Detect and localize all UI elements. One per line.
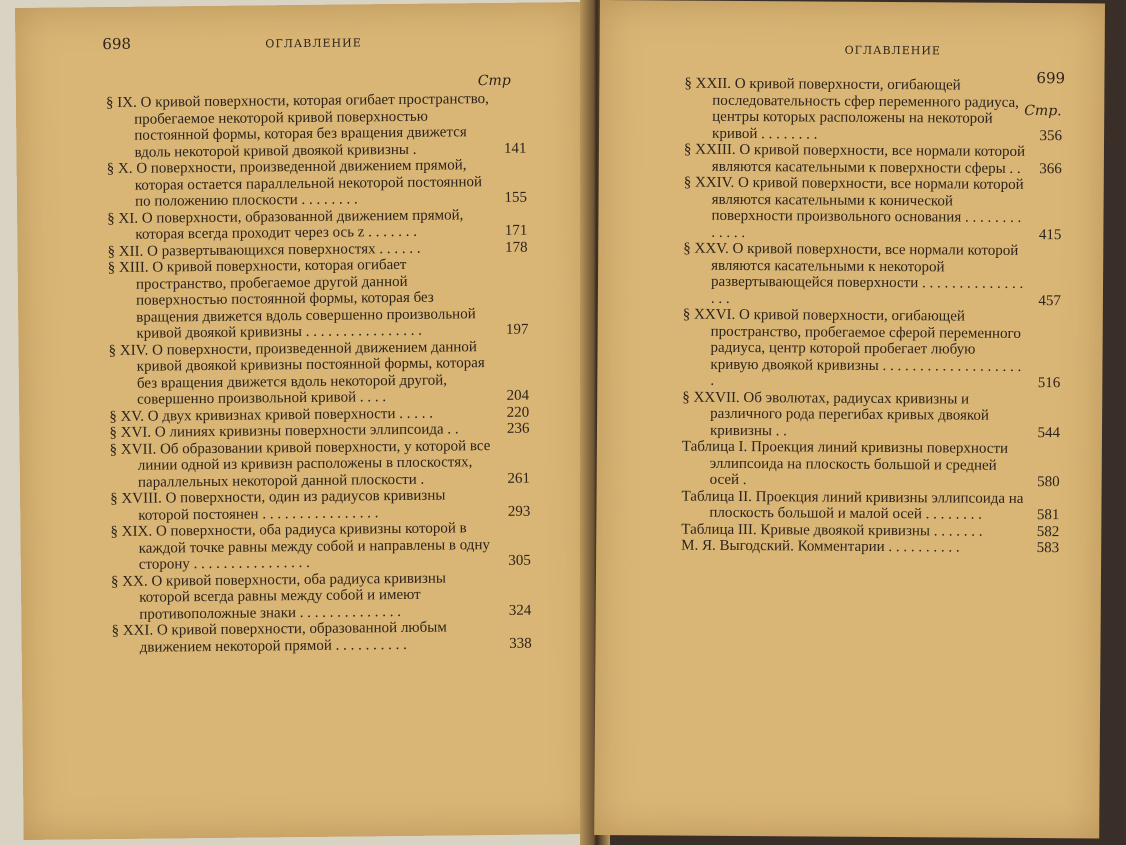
toc-entry xyxy=(110,520,530,574)
toc-entry-title: § XXII. О кривой поверхности, огибающей последовательность сфер переменного радиуса, центры которых расположены на некоторой кривой . . . . . . . . xyxy=(684,75,1020,143)
toc-entry-page: 583 xyxy=(1036,540,1060,557)
toc-entry-title: § XIII. О кривой поверхности, которая огибает пространство, пробегаемое другой данной поверхностью постоянной формы, которая без вращения движется вдоль совершенно произвольной кривой двоякой кривизны . . . . . . . . . . . . . . . . xyxy=(107,256,476,342)
toc-entry-title: § XXIV. О кривой поверхности, все нормали которой являются касательными к конической поверхности произвольного основания . . . . . . . . . . . . . xyxy=(683,174,1024,241)
page-header-left: ОГЛАВЛЕНИЕ xyxy=(265,36,362,51)
toc-entry xyxy=(684,76,1062,145)
toc-entry-page: 261 xyxy=(507,470,531,487)
toc-entry-title: Таблица III. Кривые двоякой кривизны . . . . . . . xyxy=(681,521,983,540)
toc-entry-title: § XII. О развертывающихся поверхностях . . . . . . xyxy=(107,240,421,260)
toc-entry-page: 197 xyxy=(505,321,529,338)
toc-entry xyxy=(683,241,1061,310)
toc-entry xyxy=(682,389,1060,441)
toc-entry-title: Таблица I. Проекция линий кривизны поверхности эллипсоида на плоскость большой и средней осей . xyxy=(681,438,1009,489)
toc-entry-page: 204 xyxy=(506,387,530,404)
toc-entry xyxy=(111,569,531,623)
left-page xyxy=(15,2,594,840)
toc-entry-page: 220 xyxy=(506,404,530,421)
toc-entry-title: § XXV. О кривой поверхности, все нормали которой являются касательными к некоторой развертывающейся поверхности . . . . . . . . . . . . . . . . . xyxy=(683,240,1024,307)
column-label-right: Стр. xyxy=(1024,102,1062,120)
toc-entry-page: 338 xyxy=(509,635,532,652)
toc-entry xyxy=(110,487,530,524)
toc-entry-page: 305 xyxy=(508,552,531,569)
page-header-right: ОГЛАВЛЕНИЕ xyxy=(844,43,942,58)
toc-entry xyxy=(111,619,531,656)
toc-entry xyxy=(110,437,530,491)
toc-left xyxy=(106,91,532,656)
toc-entry xyxy=(683,175,1061,244)
right-page xyxy=(594,0,1105,839)
toc-entry xyxy=(682,439,1060,491)
toc-entry-page: 293 xyxy=(507,503,531,520)
toc-entry-page: 155 xyxy=(504,189,528,206)
toc-entry-title: § XIX. О поверхности, оба радиуса кривизны которой в каждой точке равны между собой и направлены в одну сторону . . . . . . . . . . . . . . . . xyxy=(110,520,491,573)
toc-entry-page: 457 xyxy=(1038,292,1061,309)
toc-entry-page: 516 xyxy=(1037,375,1061,392)
toc-entry-title: § X. О поверхности, произведенной движением прямой, которая остается параллельной некоторой постоянной по положению плоскости . . . . . . . . xyxy=(106,157,483,210)
toc-entry-title: § XXVI. О кривой поверхности, огибающей пространство, пробегаемое сферой переменного радиуса, центр которой пробегает любую кривую двоякой кривизны . . . . . . . . . . . . . . . . . . . . xyxy=(682,306,1022,389)
toc-entry-title: § XVIII. О поверхности, один из радиусов кривизны которой постоянен . . . . . . . . . . . . . . . . xyxy=(110,487,446,524)
toc-entry-page: 415 xyxy=(1038,226,1062,243)
toc-entry xyxy=(108,256,529,343)
toc-entry-title: § IX. О кривой поверхности, которая огибает пространство, пробегаемое некоторой кривой поверхностью постоянной формы, которая без вращения движется вдоль некоторой кривой двоякой кривизны . xyxy=(105,91,489,161)
toc-entry-title: § XIV. О поверхности, произведенной движением данной кривой двоякой кривизны постоянной формы, которая без вращения движется вдоль некоторой другой, совершенно произвольной кривой . . . . xyxy=(108,338,485,408)
toc-right xyxy=(681,76,1062,557)
page-number-right: 699 xyxy=(1036,69,1066,88)
toc-entry xyxy=(106,91,527,161)
toc-entry-page: 236 xyxy=(506,420,530,437)
toc-entry-page: 581 xyxy=(1036,507,1060,524)
page-number-left: 698 xyxy=(102,34,132,54)
toc-entry xyxy=(681,538,1059,557)
toc-entry-page: 171 xyxy=(504,222,528,239)
toc-entry-title: § XVII. Об образовании кривой поверхности, у которой все линии одной из кривизн расположены в плоскостях, параллельных некоторой данной плоскости . xyxy=(109,437,491,491)
toc-entry-title: § XV. О двух кривизнах кривой поверхности . . . . . xyxy=(109,405,434,425)
toc-entry-page: 582 xyxy=(1036,523,1060,540)
toc-entry xyxy=(107,206,527,243)
toc-entry-title: § XXVII. Об эволютах, радиусах кривизны и различного рода перегибах кривых двоякой кривизны . . xyxy=(682,389,990,439)
toc-entry-page: 324 xyxy=(508,602,532,619)
toc-entry-page: 366 xyxy=(1039,160,1062,177)
toc-entry-title: § XVI. О линиях кривизны поверхности эллипсоида . . xyxy=(109,421,459,442)
toc-entry-page: 356 xyxy=(1039,127,1063,144)
toc-entry xyxy=(684,142,1062,178)
toc-entry-title: Таблица II. Проекция линий кривизны эллипсоида на плоскость большой и малой осей . . . . . . . . xyxy=(681,488,1024,523)
toc-entry xyxy=(682,307,1061,392)
toc-entry-page: 141 xyxy=(503,140,527,157)
toc-entry-title: § XX. О кривой поверхности, оба радиуса кривизны которой всегда равны между собой и имеют противоположные знаки . . . . . . . . . . . . . . xyxy=(110,570,447,623)
toc-entry-title: § XI. О поверхности, образованной движением прямой, которая всегда проходит через ось z . . . . . . . xyxy=(107,206,464,243)
toc-entry xyxy=(107,157,527,211)
toc-entry xyxy=(681,488,1059,524)
toc-entry-title: § XXI. О кривой поверхности, образованной любым движением некоторой прямой . . . . . . . . . . xyxy=(111,619,447,656)
toc-entry-title: § XXIII. О кривой поверхности, все нормали которой являются касательными к поверхности сферы . . xyxy=(683,141,1026,177)
column-label-left: Стр xyxy=(477,72,511,90)
toc-entry-page: 580 xyxy=(1037,474,1060,491)
toc-entry-page: 544 xyxy=(1037,424,1061,441)
toc-entry-page: 178 xyxy=(504,239,528,256)
toc-entry xyxy=(109,338,530,408)
toc-entry-title: М. Я. Выгодский. Комментарии . . . . . . . . . . xyxy=(681,537,960,556)
